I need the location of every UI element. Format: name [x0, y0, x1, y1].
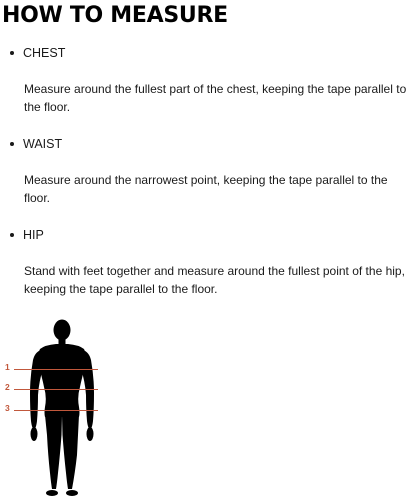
marker-chest: 1 — [5, 362, 10, 372]
section-hip — [10, 226, 410, 298]
page-title: HOW TO MEASURE — [2, 3, 228, 28]
section-text-chest: Measure around the fullest part of the chest, keeping the tape parallel to the floor. — [24, 82, 407, 114]
section-title-hip: HIP — [23, 228, 44, 242]
section-title-chest: CHEST — [23, 46, 66, 60]
section-chest — [10, 44, 410, 116]
section-header — [10, 226, 410, 244]
marker-waist: 2 — [5, 382, 10, 392]
measurement-figure — [0, 305, 120, 500]
bullet-icon — [10, 233, 14, 237]
body-silhouette-icon — [0, 305, 120, 500]
section-waist — [10, 135, 410, 207]
section-header — [10, 44, 410, 62]
marker-hip: 3 — [5, 403, 10, 413]
section-title-waist: WAIST — [23, 137, 63, 151]
section-header — [10, 135, 410, 153]
section-text-hip: Stand with feet together and measure around the fullest point of the hip, keeping the tape parallel to the floor. — [24, 264, 405, 296]
bullet-icon — [10, 51, 14, 55]
section-text-waist: Measure around the narrowest point, keeping the tape parallel to the floor. — [24, 173, 388, 205]
bullet-icon — [10, 142, 14, 146]
